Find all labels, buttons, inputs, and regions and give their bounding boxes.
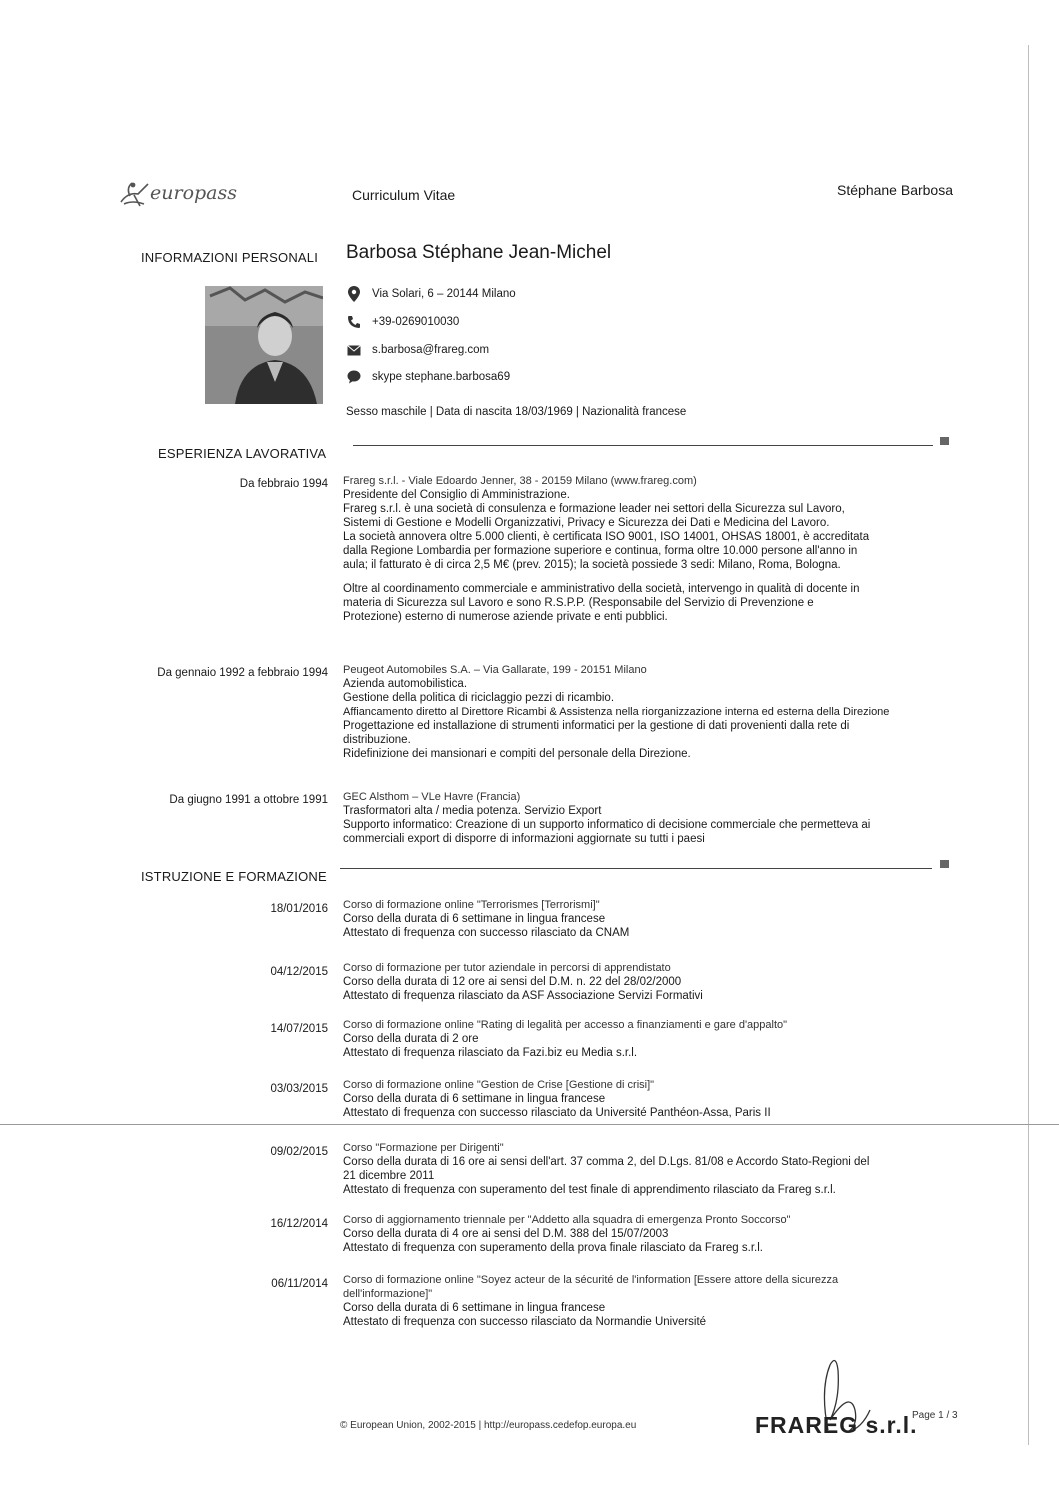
entry-line: Azienda automobilistica. — [343, 678, 468, 690]
europass-logo — [118, 180, 248, 210]
entry-line: Attestato di frequenza con successo rilasciato da Normandie Université — [343, 1316, 707, 1328]
entry-line: distribuzione. — [343, 734, 411, 746]
entry-line: 21 dicembre 2011 — [343, 1170, 435, 1182]
education-entry — [343, 1273, 943, 1329]
entry-line: Peugeot Automobiles S.A. – Via Gallarate, 199 - 20151 Milano — [343, 664, 647, 676]
education-entry — [343, 898, 943, 940]
entry-line: materia di Sicurezza sul Lavoro e sono R.S.P.P. (Responsabile del Servizio di Prevenzione e — [343, 597, 814, 609]
entry-line: Corso della durata di 6 settimane in lingua francese — [343, 913, 606, 925]
entry-line: La società annovera oltre 5.000 clienti, è certificata ISO 9001, ISO 14001, OHSAS 18001, è accreditata — [343, 531, 870, 543]
education-date: 03/03/2015 — [270, 1083, 328, 1095]
email-row — [346, 341, 489, 359]
education-date: 04/12/2015 — [270, 966, 328, 978]
address-text: Via Solari, 6 – 20144 Milano — [372, 288, 516, 300]
entry-line: aula; il fatturato è di circa 2,5 M€ (prev. 2015); la società possiede 3 sedi: Milano, Roma, Bologna. — [343, 559, 841, 571]
experience-entry — [343, 663, 943, 761]
entry-line: Attestato di frequenza con successo rilasciato da Université Panthéon-Assa, Paris II — [343, 1107, 771, 1119]
entry-line: Corso "Formazione per Dirigenti" — [343, 1142, 504, 1154]
entry-line: Frareg s.r.l. è una società di consulenza e formazione leader nei settori della Sicurezza sul Lavoro, — [343, 503, 845, 515]
entry-line: Affiancamento diretto al Direttore Ricambi & Assistenza nella riorganizzazione interna ed esterna della Direzione — [343, 706, 890, 718]
education-section-rule — [340, 868, 932, 869]
education-date: 09/02/2015 — [270, 1146, 328, 1158]
entry-line: Progettazione ed installazione di strumenti informatici per la gestione di dati provenienti dalla rete di — [343, 720, 850, 732]
entry-line: dell'informazione]" — [343, 1288, 433, 1300]
education-date: 18/01/2016 — [270, 903, 328, 915]
company-stamp: FRAREG s.r.l. — [755, 1412, 918, 1438]
profile-photo — [205, 286, 323, 404]
entry-line: Corso della durata di 6 settimane in lingua francese — [343, 1093, 606, 1105]
education-date: 14/07/2015 — [270, 1023, 328, 1035]
entry-line: Corso di aggiornamento triennale per "Addetto alla squadra di emergenza Pronto Soccorso" — [343, 1214, 791, 1226]
education-entry — [343, 1078, 943, 1120]
experience-section-label: ESPERIENZA LAVORATIVA — [158, 446, 327, 461]
experience-section-marker — [940, 437, 949, 445]
entry-line: Corso della durata di 16 ore ai sensi dell'art. 37 comma 2, del D.Lgs. 81/08 e Accordo Stato-Regioni del — [343, 1156, 870, 1168]
footer-copyright: © European Union, 2002-2015 | http://europass.cedefop.europa.eu — [340, 1420, 637, 1431]
entry-line: Presidente del Consiglio di Amministrazione. — [343, 489, 570, 501]
header-name: Stéphane Barbosa — [837, 182, 953, 198]
education-entry — [343, 961, 943, 1003]
entry-line — [343, 572, 943, 582]
entry-line: Attestato di frequenza con superamento del test finale di apprendimento rilasciato da Frareg s.r.l. — [343, 1184, 836, 1196]
experience-entry — [343, 474, 943, 624]
entry-line: Corso di formazione per tutor aziendale in percorsi di apprendistato — [343, 962, 671, 974]
email-icon — [346, 342, 362, 358]
entry-line: Corso della durata di 4 ore ai sensi del D.M. 388 del 15/07/2003 — [343, 1228, 669, 1240]
personal-details: Sesso maschile | Data di nascita 18/03/1969 | Nazionalità francese — [346, 406, 687, 418]
entry-line: Attestato di frequenza rilasciato da Fazi.biz eu Media s.r.l. — [343, 1047, 638, 1059]
phone-row — [346, 313, 459, 331]
entry-line: Gestione della politica di riciclaggio pezzi di ricambio. — [343, 692, 615, 704]
chat-icon — [346, 369, 362, 385]
education-section-label: ISTRUZIONE E FORMAZIONE — [141, 869, 327, 884]
entry-line: Supporto informatico: Creazione di un supporto informatico di decisione commerciale che permetteva ai — [343, 819, 871, 831]
experience-section-rule — [353, 445, 933, 446]
personal-section-label: INFORMAZIONI PERSONALI — [141, 250, 319, 265]
experience-date: Da giugno 1991 a ottobre 1991 — [169, 794, 328, 806]
email-text[interactable]: s.barbosa@frareg.com — [372, 344, 490, 356]
europass-logo-text: europass — [150, 182, 237, 204]
entry-line: Frareg s.r.l. - Viale Edoardo Jenner, 38 - 20159 Milano (www.frareg.com) — [343, 475, 697, 487]
education-entry — [343, 1141, 943, 1197]
entry-line: Corso di formazione online "Gestion de Crise [Gestione di crisi]" — [343, 1079, 655, 1091]
skype-row — [346, 368, 510, 386]
scan-seam — [0, 1124, 1059, 1125]
entry-line: Corso della durata di 12 ore ai sensi del D.M. n. 22 del 28/02/2000 — [343, 976, 682, 988]
entry-line: Trasformatori alta / media potenza. Servizio Export — [343, 805, 602, 817]
cv-title: Curriculum Vitae — [352, 187, 456, 203]
entry-line: Attestato di frequenza rilasciato da ASF Associazione Servizi Formativi — [343, 990, 703, 1002]
europass-figure-icon — [118, 180, 150, 210]
entry-line: Oltre al coordinamento commerciale e amministrativo della società, intervengo in qualità di docente in — [343, 583, 860, 595]
education-entry — [343, 1213, 943, 1255]
entry-line: dalla Regione Lombardia per formazione superiore e continua, forma oltre 10.000 persone all'anno in — [343, 545, 858, 557]
entry-line: GEC Alsthom – VLe Havre (Francia) — [343, 791, 521, 803]
entry-line: Corso di formazione online "Rating di legalità per accesso a finanziamenti e gare d'appalto" — [343, 1019, 788, 1031]
entry-line: Ridefinizione dei mansionari e compiti del personale della Direzione. — [343, 748, 691, 760]
skype-text: skype stephane.barbosa69 — [372, 371, 511, 383]
entry-line: Corso della durata di 6 settimane in lingua francese — [343, 1302, 606, 1314]
entry-line: Sistemi di Gestione e Modelli Organizzativi, Privacy e Sicurezza dei Dati e Medicina del Lavoro. — [343, 517, 830, 529]
education-entry — [343, 1018, 943, 1060]
full-name: Barbosa Stéphane Jean-Michel — [346, 242, 612, 263]
page-number: Page 1 / 3 — [912, 1410, 958, 1421]
page-edge — [1028, 45, 1029, 1445]
address-row — [346, 285, 516, 303]
education-section-marker — [940, 860, 949, 868]
entry-line: Protezione) esterno di numerose aziende private e enti pubblici. — [343, 611, 668, 623]
entry-line: Attestato di frequenza con successo rilasciato da CNAM — [343, 927, 630, 939]
location-pin-icon — [346, 286, 362, 302]
education-date: 16/12/2014 — [270, 1218, 328, 1230]
entry-line: Corso di formazione online "Terrorismes [Terrorismi]" — [343, 899, 600, 911]
experience-date: Da gennaio 1992 a febbraio 1994 — [157, 667, 328, 679]
entry-line: Attestato di frequenza con superamento della prova finale rilasciato da Frareg s.r.l. — [343, 1242, 763, 1254]
experience-date: Da febbraio 1994 — [239, 478, 328, 490]
phone-text: +39-0269010030 — [372, 316, 460, 328]
education-date: 06/11/2014 — [271, 1278, 328, 1290]
entry-line: Corso di formazione online "Soyez acteur de la sécurité de l'information [Essere attore della sicurezza — [343, 1274, 839, 1286]
experience-entry — [343, 790, 943, 846]
entry-line: Corso della durata di 2 ore — [343, 1033, 479, 1045]
entry-line: commerciali export di disporre di informazioni aggiornate su tutti i paesi — [343, 833, 705, 845]
phone-icon — [346, 314, 362, 330]
